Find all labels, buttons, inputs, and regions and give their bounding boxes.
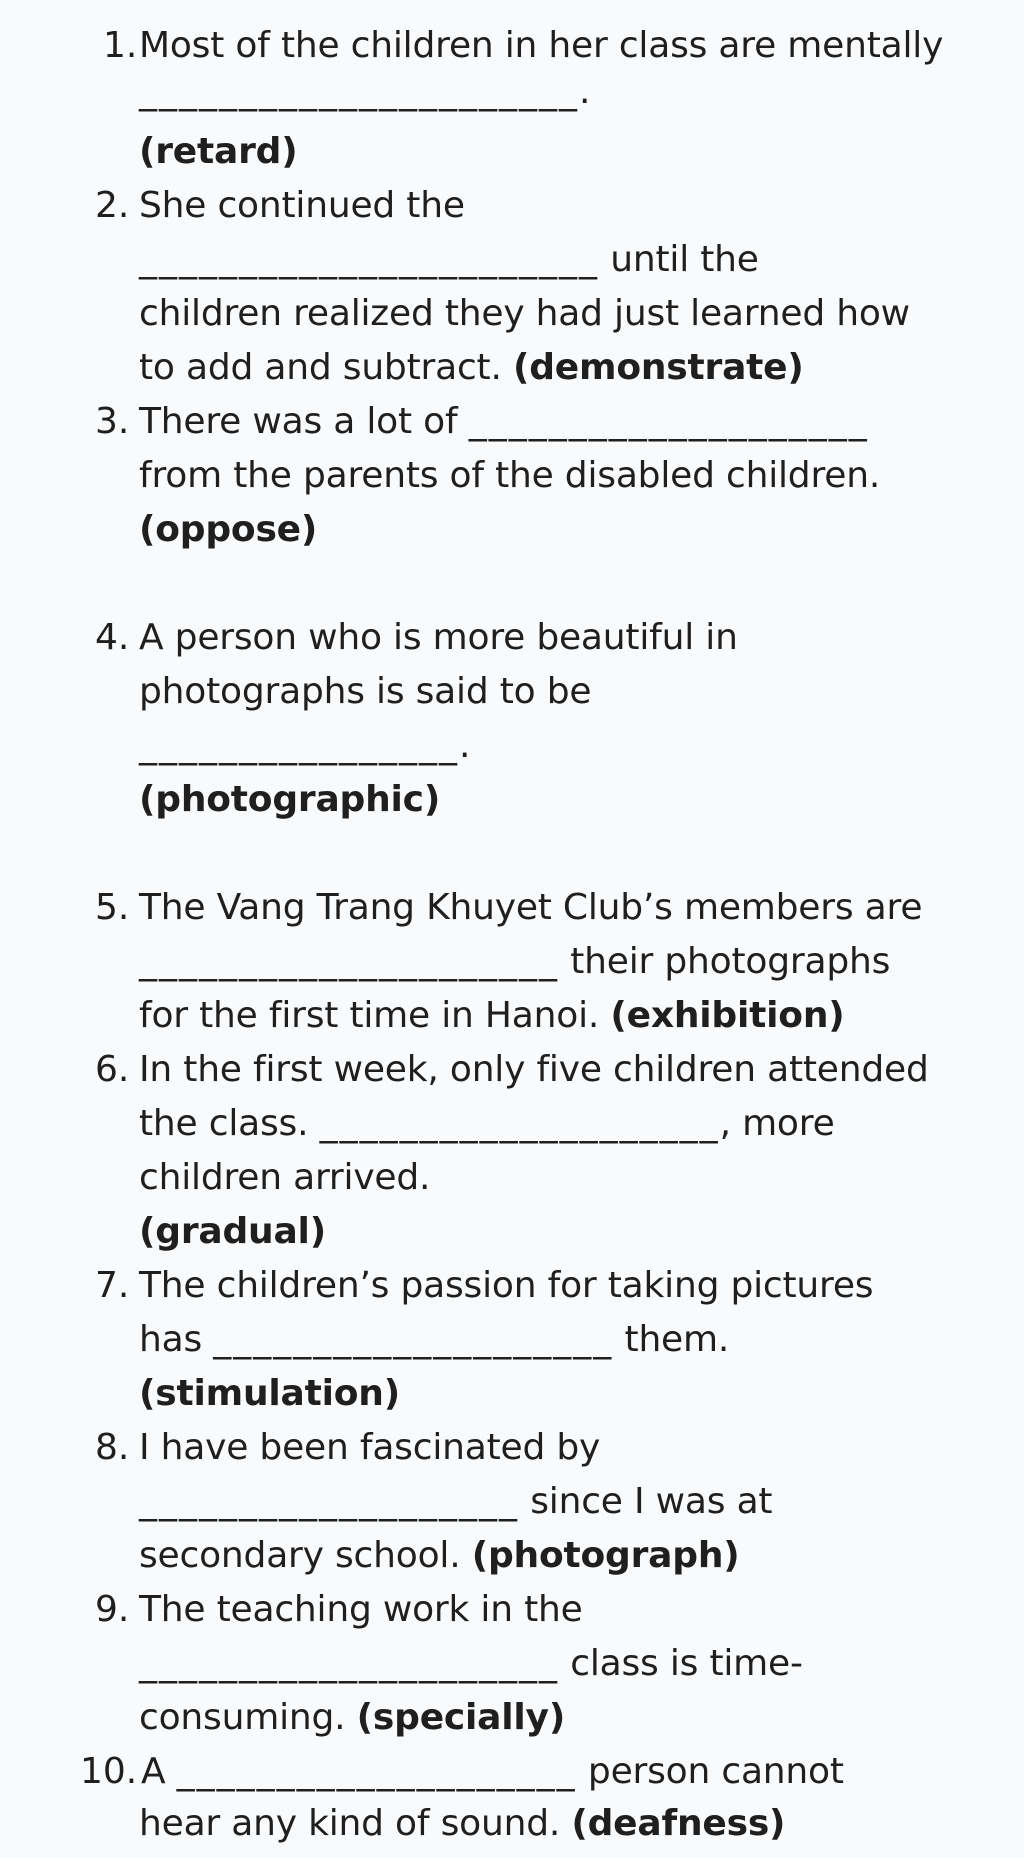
question-text: them.: [613, 1319, 730, 1360]
question-text: from the parents of the disabled children.: [139, 455, 881, 496]
question-number: 7.: [95, 1265, 130, 1306]
question-text: .: [459, 725, 471, 766]
answer-blank[interactable]: ______________________: [139, 71, 579, 112]
word-hint: (demonstrate): [512, 347, 804, 388]
question-number: 2.: [95, 185, 130, 226]
answer-line: [139, 1697, 566, 1738]
word-hint: (specially): [356, 1697, 566, 1738]
question-text: hear any kind of sound.: [139, 1803, 561, 1844]
answer-blank[interactable]: ____________________: [468, 401, 869, 442]
question-text: The children’s passion for taking pictures: [139, 1265, 874, 1306]
question-text: consuming.: [139, 1697, 346, 1738]
word-hint: (photograph): [471, 1535, 740, 1576]
question-number: 10.: [80, 1751, 138, 1792]
question-number: 6.: [95, 1049, 130, 1090]
answer-line: [139, 941, 891, 982]
question-number: 8.: [95, 1427, 130, 1468]
question-text: person cannot: [576, 1751, 844, 1792]
answer-line: [139, 239, 759, 280]
question-text: since I was at: [519, 1481, 773, 1522]
answer-blank[interactable]: _____________________: [139, 941, 559, 982]
answer-line: [139, 71, 591, 112]
answer-line: [139, 1535, 740, 1576]
question-text: A: [141, 1751, 177, 1792]
word-hint: (deafness): [571, 1803, 786, 1844]
question-number: 4.: [95, 617, 130, 658]
answer-blank[interactable]: ____________________: [319, 1103, 720, 1144]
question-text: , more: [719, 1103, 835, 1144]
answer-line: [139, 1803, 786, 1844]
question-text: In the first week, only five children attended: [139, 1049, 929, 1090]
question-text: A person who is more beautiful in: [139, 617, 738, 658]
word-hint: (photographic): [139, 779, 441, 820]
word-hint: (stimulation): [139, 1373, 400, 1414]
question-text: children realized they had just learned how: [139, 293, 910, 334]
question-text: to add and subtract.: [139, 347, 502, 388]
answer-blank[interactable]: ____________________: [176, 1751, 577, 1792]
answer-blank[interactable]: _______________________: [139, 239, 599, 280]
question-number: 5.: [95, 887, 130, 928]
question-text: until the: [599, 239, 759, 280]
question-text: their photographs: [559, 941, 891, 982]
question-text: class is time-: [559, 1643, 803, 1684]
question-text: The teaching work in the: [139, 1589, 583, 1630]
question-text: photographs is said to be: [139, 671, 592, 712]
question-text: There was a lot of: [139, 401, 469, 442]
question-text: secondary school.: [139, 1535, 461, 1576]
answer-line: [139, 1643, 803, 1684]
question-text: Most of the children in her class are mentally: [139, 25, 944, 66]
question-text: .: [579, 71, 591, 112]
answer-line: [139, 401, 869, 442]
question-text: The Vang Trang Khuyet Club’s members are: [139, 887, 923, 928]
answer-line: [139, 725, 471, 766]
question-text: the class.: [139, 1103, 320, 1144]
answer-line: [139, 1103, 835, 1144]
answer-line: [139, 1481, 773, 1522]
question-text: children arrived.: [139, 1157, 431, 1198]
answer-blank[interactable]: _____________________: [139, 1643, 559, 1684]
answer-blank[interactable]: ___________________: [139, 1481, 519, 1522]
answer-blank[interactable]: ____________________: [213, 1319, 614, 1360]
question-number: 9.: [95, 1589, 130, 1630]
word-hint: (retard): [139, 131, 298, 172]
question-text: She continued the: [139, 185, 465, 226]
question-number: 3.: [95, 401, 130, 442]
answer-line: [139, 1319, 730, 1360]
answer-line: [139, 347, 804, 388]
question-number: 1.: [103, 25, 138, 66]
question-text: for the first time in Hanoi.: [139, 995, 600, 1036]
word-hint: (exhibition): [610, 995, 845, 1036]
question-text: I have been fascinated by: [139, 1427, 601, 1468]
answer-line: [139, 995, 845, 1036]
word-hint: (gradual): [139, 1211, 326, 1252]
question-text: has: [139, 1319, 214, 1360]
answer-blank[interactable]: ________________: [139, 725, 459, 766]
word-hint: (oppose): [139, 509, 318, 550]
answer-line: [141, 1751, 844, 1792]
